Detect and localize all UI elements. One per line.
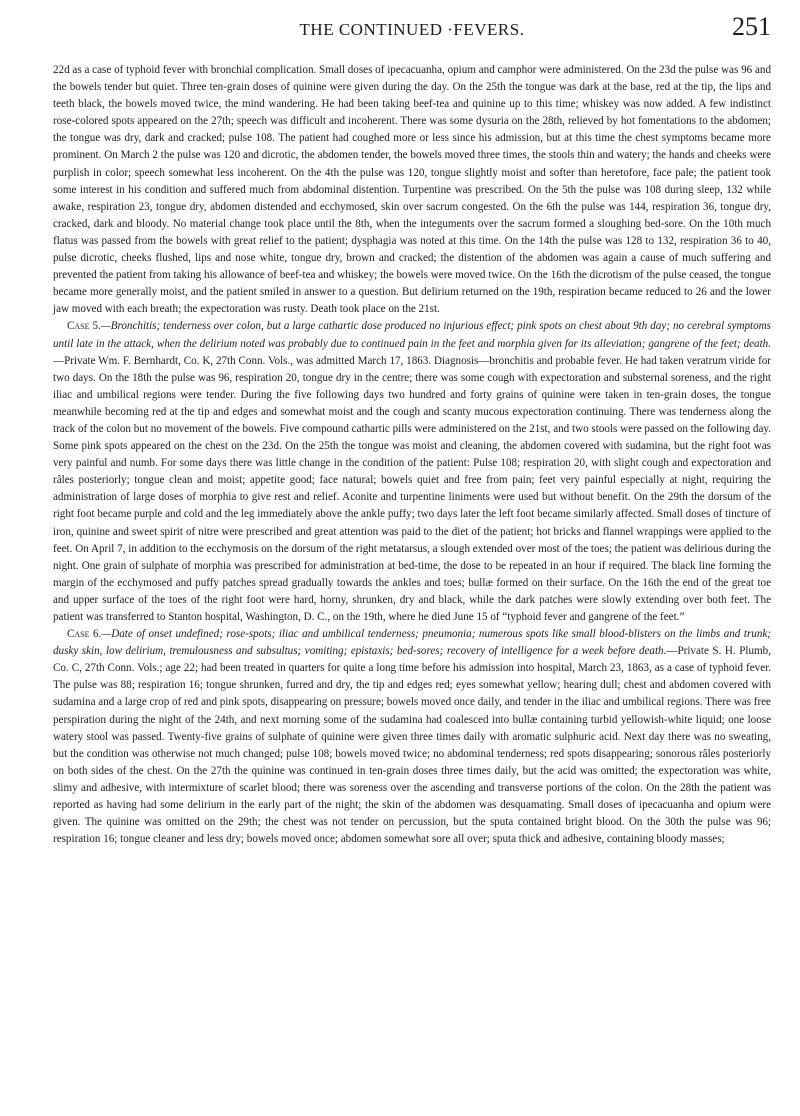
running-head — [53, 12, 771, 42]
running-title: THE CONTINUED ·FEVERS. — [299, 20, 525, 39]
page-number: 251 — [732, 12, 771, 41]
case-5 — [53, 318, 771, 626]
case-5-body: —Private Wm. F. Bernhardt, Co. K, 27th Conn. Vols., was admitted March 17, 1863. Diagnosis—bronchitis and probable fever. He had taken veratrum viride for two days. On the 18th the pulse was 96, respiration 20, tongue dry in the centre; there was some cough with expectoration and substernal soreness, and the right iliac and umbilical regions were tender. During the five following days two hundred and forty grains of quinine were taken in ten-grain doses, the tongue meanwhile becoming red at the tip and edges and somewhat moist and the cough and scanty mucous expectoration continuing. There was tenderness along the track of the colon but no movement of the bowels. Five compound cathartic pills were administered on the 21st, and two stools were passed on the following day. Some pink spots appeared on the chest on the 23d. On the 25th the tongue was moist and cleaning, the abdomen covered with sudamina, but the right foot was very painful and numb. For some days there was little change in the condition of the patient: Pulse 108; respiration 20, with slight cough and expectoration and râles posteriorly; tongue clean and moist; appetite good; face natural; bowels quiet and free from pain; feet very painful especially at night, requiring the administration of large doses of morphia to give rest and relief. Aconite and turpentine liniments were used but without benefit. On the 29th the dorsum of the right foot became purple and cold and the leg immediately above the ankle puffy; two days later the left foot became similarly affected. Small doses of tincture of iron, quinine and sweet spirit of nitre were prescribed and great attention was paid to the diet of the patient; hot bricks and flannel wrappings were applied to the feet. On April 7, in addition to the ecchymosis on the dorsum of the right metatarsus, a slough extended over most of the toes; the patient was delirious during the night. One grain of sulphate of morphia was prescribed for administration at bed-time, the dose to be repeated in an hour if required. The black line forming the margin of the ecchymosed and puffy patches spread gradually towards the ankles and toes; bullæ formed on their surface. On the 16th the end of the great toe and upper surface of the toes of the right foot were hard, horny, shrunken, dry and black, while the dark patches were slowly extending over both feet. The patient was transferred to Stanton hospital, Washington, D. C., on the 19th, where he died June 15 of “typhoid fever and gangrene of the feet.” — [53, 354, 771, 623]
case-6-heading: —Date of onset undefined; rose-spots; iliac and umbilical tenderness; pneumonia; numerous spots like small blood-blisters on the limbs and trunk; dusky skin, low delirium, tremulousness and subsultus; vomiting; epistaxis; bed-sores; recovery of intelligence for a week before death. — [53, 628, 771, 658]
book-page — [53, 12, 771, 848]
paragraph-continued: 22d as a case of typhoid fever with bronchial complication. Small doses of ipecacuanha, opium and camphor were administered. On the 23d the pulse was 96 and the bowels tender but quiet. Three ten-grain doses of quinine were given during the day. On the 25th the tongue was dark at the base, red at the tip, the lips and teeth black, the bowels moved twice, the mind wandering. He had been taking beef-tea and quinine up to this time; whiskey was now added. A few indistinct rose-colored spots appeared on the 27th; speech was difficult and incoherent. There was some dysuria on the 28th, relieved by hot fomentations to the abdomen; the tongue was dry, dark and cracked; pulse 108. The patient had coughed more or less since his admission, but at this time the chest symptoms became more prominent. On March 2 the pulse was 120 and dicrotic, the abdomen tender, the bowels moved three times, the stools thin and watery; the hands and cheeks were purplish in color; speech somewhat less incoherent. On the 4th the pulse was 120, tongue slightly moist and softer than heretofore, face pale; the patient took some interest in his condition and suffered much from abdominal distention. Turpentine was prescribed. On the 5th the pulse was 108 during sleep, 132 while awake, respiration 23, tongue dry, abdomen distended and ecchymosed, skin over sacrum congested. On the 6th the pulse was 144, respiration 36, tongue dry, cracked, dark and bloody. No material change took place until the 8th, when the integuments over the sacrum formed a sloughing bed-sore. On the 10th much flatus was passed from the bowels with great relief to the patient; dysphagia was noted at this time. On the 14th the pulse was 128 to 132, respiration 36 to 40, pulse dicrotic, cheeks flushed, lips and nose white, tongue dry, brown and cracked; the distention of the abdomen was again a cause of much suffering and prevented the patient from taking his allowance of beef-tea and whiskey; the bowels were moved twice. On the 16th the dicrotism of the pulse ceased, the tongue became more generally moist, and the patient smiled in answer to a question. But delirium returned on the 19th, respiration became reduced to 26 and the lower jaw moved with each breath; the expectoration was rusty. Death took place on the 21st. — [53, 64, 771, 316]
case-6 — [53, 626, 771, 848]
case-6-label: Case 6. — [67, 628, 102, 641]
case-6-body: —Private S. H. Plumb, Co. C, 27th Conn. Vols.; age 22; had been treated in quarters for quite a long time before his admission into hospital, March 23, 1863, as a case of typhoid fever. The pulse was 88; respiration 16; tongue shrunken, furred and dry, the tip and edges red; eyes somewhat yellow; hearing dull; chest and abdomen covered with sudamina and a large crop of red and pink spots, disappearing on pressure; bowels moved once daily, and tender in the iliac and umbilical regions. There was free perspiration during the night of the 24th, and next morning some of the sudamina had coalesced into bullæ containing turbid yellowish-white liquid; one loose watery stool was passed. Twenty-five grains of sulphate of quinine were given three times daily with aromatic sulphuric acid. Next day there was no sweating, but the condition was otherwise not much changed; pulse 108; bowels moved twice; no abdominal tenderness; red spots disappearing; sonorous râles posteriorly on both sides of the chest. On the 27th the quinine was continued in ten-grain doses three times daily, but the acid was omitted; the expectoration was white, slimy and adhesive, with intermixture of scarlet blood; there was soreness over the ascending and transverse portions of the colon. On the 28th the patient was reported as having had some delirium in the early part of the night; the skin of the abdomen was desquamating. Small doses of ipecacuanha and opium were given. The quinine was omitted on the 29th; the chest was not tender on percussion, but the sputa contained bright blood. On the 30th the pulse was 96; respiration 16; tongue cleaner and less dry; bowels moved once; abdomen somewhat sore all over; sputa thick and adhesive, containing bloody masses; — [53, 645, 771, 846]
case-5-heading: —Bronchitis; tenderness over colon, but a large cathartic dose produced no injurious effect; pink spots on chest about 9th day; no cerebral symptoms until late in the attack, when the delirium noted was probably due to continued pain in the feet and morphia given for its alleviation; gangrene of the feet; death. — [53, 320, 771, 350]
case-5-label: Case 5. — [67, 320, 101, 333]
